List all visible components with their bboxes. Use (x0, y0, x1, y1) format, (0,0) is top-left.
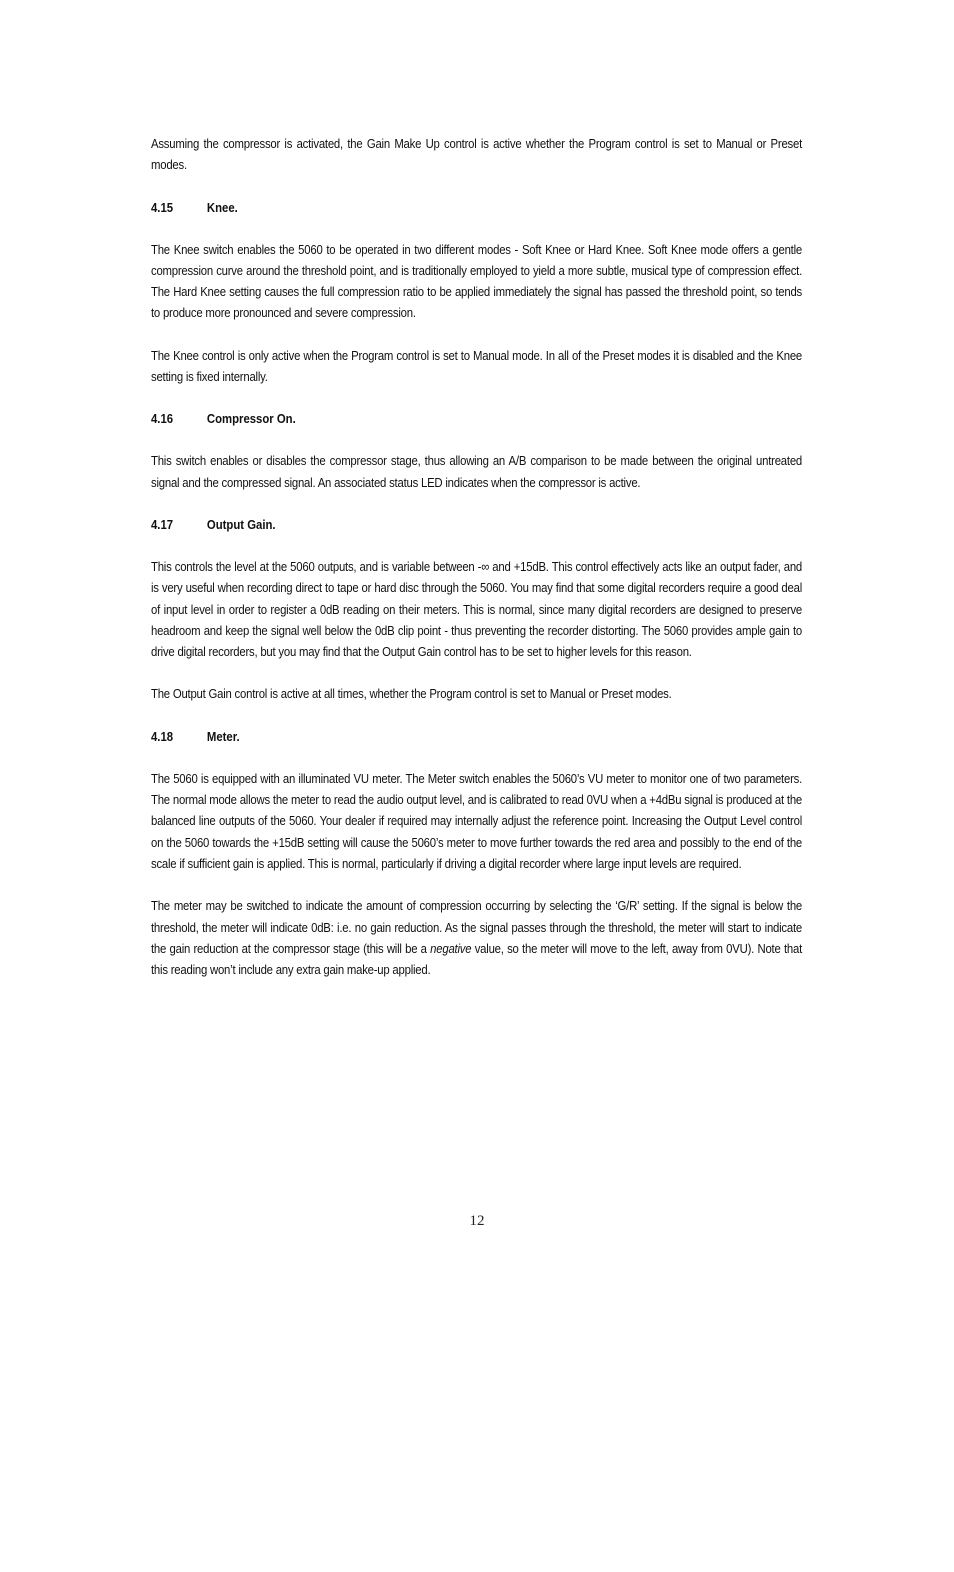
section-number: 4.18 (151, 728, 174, 744)
paragraph: This controls the level at the 5060 outputs, and is variable between -∞ and +15dB. This control effectively acts like an output fader, and is very useful when recording direct to tape or hard disc through the 5060. You may find that some digital recorders require a good deal of input level in order to register a 0dB reading on their meters. This is normal, since many digital recorders are designed to preserve headroom and keep the signal well below the 0dB clip point - thus preventing the recorder distorting. The 5060 provides ample gain to drive digital recorders, but you may find that the Output Gain control has to be set to higher levels for this reason. (151, 558, 803, 660)
paragraph-text: value, so the meter will move to the left, away from 0VU). Note that this reading won’t include any extra gain make-up applied. (151, 940, 803, 978)
section-heading-4-17 (151, 514, 711, 535)
paragraph (151, 895, 802, 980)
section-number: 4.15 (151, 199, 174, 215)
section-number: 4.17 (151, 516, 174, 532)
section-title: Meter. (206, 728, 240, 744)
paragraph: The Output Gain control is active at all times, whether the Program control is set to Manual or Preset modes. (151, 686, 672, 702)
section-title: Output Gain. (206, 516, 276, 532)
paragraph: The Knee control is only active when the Program control is set to Manual mode. In all of the Preset modes it is disabled and the Knee setting is fixed internally. (151, 347, 803, 385)
section-heading-4-18 (151, 726, 711, 747)
section-heading-4-15 (151, 197, 711, 218)
emphasis-text: negative (430, 940, 472, 956)
document-body (151, 133, 802, 980)
page-number: 12 (469, 1213, 485, 1229)
section-title: Knee. (206, 199, 238, 215)
section-title: Compressor On. (206, 411, 296, 427)
paragraph-text: The meter may be switched to indicate the amount of compression occurring by selecting the ‘G/R’ setting. If the signal is below the threshold, the meter will indicate 0dB: i.e. no gain reduction. As the signal passes through the threshold, the meter will start to indicate the gain reduction at the compressor stage (this will be a (151, 898, 803, 956)
section-number: 4.16 (151, 411, 174, 427)
intro-paragraph: Assuming the compressor is activated, the Gain Make Up control is active whether the Program control is set to Manual or Preset modes. (151, 136, 803, 173)
section-heading-4-16 (151, 408, 711, 429)
paragraph: The 5060 is equipped with an illuminated VU meter. The Meter switch enables the 5060’s VU meter to monitor one of two parameters. The normal mode allows the meter to read the audio output level, and is calibrated to read 0VU when a +4dBu signal is produced at the balanced line outputs of the 5060. Your dealer if required may internally adjust the reference point. Increasing the Output Level control on the 5060 towards the +15dB setting will cause the 5060’s meter to move further towards the red area and possibly to the end of the scale if sufficient gain is applied. This is normal, particularly if driving a digital recorder where large input levels are required. (151, 770, 803, 871)
paragraph: The Knee switch enables the 5060 to be operated in two different modes - Soft Knee or Hard Knee. Soft Knee mode offers a gentle compression curve around the threshold point, and is traditionally employed to yield a more subtle, musical type of compression effect. The Hard Knee setting causes the full compression ratio to be applied immediately the signal has passed the threshold point, so tends to produce more pronounced and severe compression. (151, 241, 803, 321)
paragraph: This switch enables or disables the compressor stage, thus allowing an A/B comparison to be made between the original untreated signal and the compressed signal. An associated status LED indicates when the compressor is active. (151, 453, 803, 490)
